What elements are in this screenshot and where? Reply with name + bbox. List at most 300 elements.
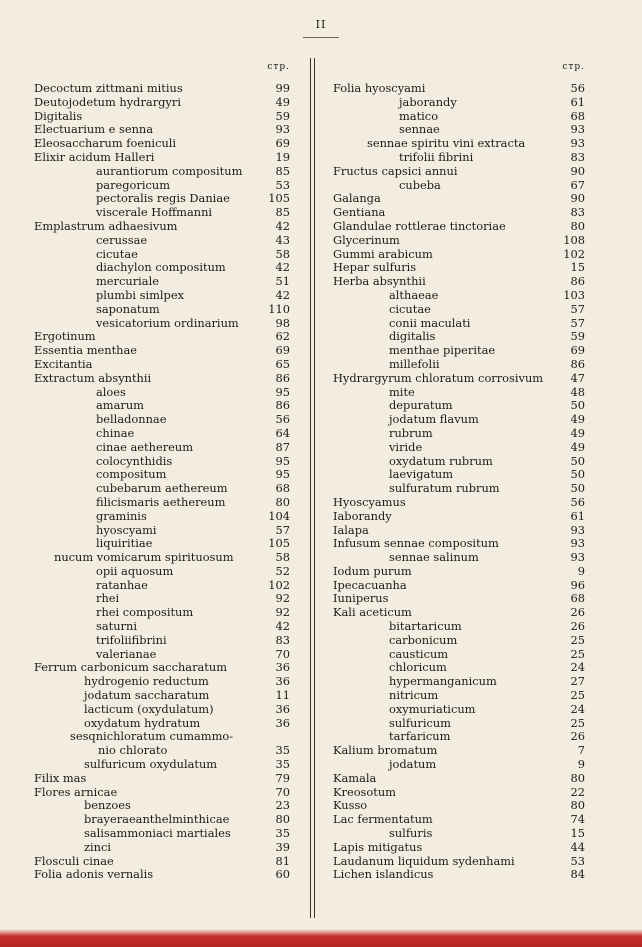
entry-term: laevigatum [389,467,454,482]
index-entry [34,689,290,703]
entry-page: 95 [275,467,290,482]
entry-term: paregoricum [96,177,171,192]
entry-page: 25 [570,688,585,703]
index-entry [333,344,585,358]
index-entry [333,634,585,648]
index-entry [333,441,585,455]
index-entry [34,634,290,648]
entry-page: 93 [570,136,585,151]
entry-page: 49 [570,412,585,427]
index-entry [333,289,585,303]
entry-page: 86 [275,370,290,385]
index-entry [34,455,290,469]
index-entry [333,827,585,841]
index-entry [333,275,585,289]
entry-term: menthae piperitae [389,343,496,358]
index-entry [34,868,290,882]
entry-page: 59 [275,108,290,123]
index-entry [34,468,290,482]
entry-page: 90 [570,163,585,178]
entry-term: Eleosaccharum foeniculi [34,136,177,151]
index-entry [34,648,290,662]
page-number: II [315,18,327,31]
entry-term: Ergotinum [34,329,96,344]
entry-term: Lac fermentatum [333,812,433,827]
entry-page: 69 [275,136,290,151]
entry-term: Hyoscyamus [333,494,406,509]
entry-page: 84 [570,867,585,882]
entry-term: matico [399,108,439,123]
entry-page: 92 [275,591,290,606]
entry-page: 42 [275,619,290,634]
index-entry [34,620,290,634]
index-entry [34,703,290,717]
index-entry [333,648,585,662]
entry-term: trifolii fibrini [399,149,474,164]
entry-term: jodatum [389,757,437,772]
entry-term: Hydrargyrum chloratum corrosivum [333,370,544,385]
index-entry [333,358,585,372]
entry-page: 35 [275,757,290,772]
index-entry [34,758,290,772]
entry-page: 42 [275,218,290,233]
index-entry [34,786,290,800]
entry-page: 93 [275,122,290,137]
entry-page: 65 [275,356,290,371]
entry-term: sulfuratum rubrum [389,481,500,496]
entry-page: 69 [570,343,585,358]
entry-page: 98 [275,315,290,330]
index-entry [34,717,290,731]
entry-page: 93 [570,522,585,537]
entry-term: Laudanum liquidum sydenhami [333,853,515,868]
entry-page: 53 [570,853,585,868]
entry-term: Iuniperus [333,591,389,606]
left-column [34,60,290,882]
index-entry [333,524,585,538]
entry-page: 19 [275,149,290,164]
entry-page: 36 [275,660,290,675]
index-entry [333,330,585,344]
entry-page: 24 [570,701,585,716]
entry-page: 70 [275,646,290,661]
entry-page: 68 [570,591,585,606]
entry-term: Gentiana [333,205,386,220]
entry-term: plumbi simlpex [96,287,185,302]
entry-term: nucum vomicarum spirituosum [54,550,234,565]
entry-term: Infusum sennae compositum [333,536,499,551]
entry-page: 74 [570,812,585,827]
index-entry [333,96,585,110]
index-entry [34,579,290,593]
index-entry [34,82,290,96]
entry-term: sennae [399,122,440,137]
index-entry [333,813,585,827]
entry-term: viride [389,439,423,454]
entry-page: 80 [275,812,290,827]
entry-term: digitalis [389,329,436,344]
entry-term: nitricum [389,688,439,703]
index-entry [34,482,290,496]
index-entry [333,510,585,524]
index-entry [333,261,585,275]
entry-page: 85 [275,163,290,178]
entry-term: jodatum saccharatum [84,688,210,703]
entry-page: 43 [275,232,290,247]
column-divider [310,58,311,918]
entry-term: sulfuricum [389,715,451,730]
entry-page: 58 [275,246,290,261]
index-entry [333,82,585,96]
entry-page: 83 [570,205,585,220]
entry-page: 11 [275,688,290,703]
entry-term: Excitantia [34,356,93,371]
entry-term: bitartaricum [389,619,462,634]
entry-term: nio chlorato [98,743,168,758]
entry-page: 7 [577,743,585,758]
index-entry [34,565,290,579]
entry-page: 53 [275,177,290,192]
entry-page: 80 [570,770,585,785]
entry-term: diachylon compositum [96,260,226,275]
entry-page: 26 [570,729,585,744]
entry-page: 49 [570,425,585,440]
entry-term: salisammoniaci martiales [84,826,231,841]
entry-term: vesicatorium ordinarium [96,315,239,330]
entry-page: 49 [570,439,585,454]
index-entry [34,524,290,538]
entry-term: Hepar sulfuris [333,260,417,275]
index-entry [333,786,585,800]
entry-term: hypermanganicum [389,674,497,689]
entry-page: 93 [570,536,585,551]
index-entry [333,799,585,813]
entry-term: chinae [96,425,135,440]
index-entry [34,192,290,206]
entry-term: Folia hyoscyami [333,81,426,95]
entry-page: 48 [570,384,585,399]
entry-page: 52 [275,563,290,578]
entry-page: 104 [268,508,290,523]
entry-page: 90 [570,191,585,206]
entry-term: oxydatum rubrum [389,453,493,468]
entry-term: Herba absynthii [333,274,426,289]
entry-page: 86 [275,398,290,413]
entry-page: 39 [275,839,290,854]
entry-term: Emplastrum adhaesivum [34,218,178,233]
index-entry [34,413,290,427]
entry-term: Ipecacuanha [333,577,407,592]
entry-page: 57 [570,301,585,316]
entry-page: 99 [275,81,290,95]
index-entry [333,606,585,620]
entry-page: 24 [570,660,585,675]
entry-term: brayeraeanthelminthicae [84,812,230,827]
page-edge [0,929,642,947]
entry-page: 50 [570,453,585,468]
index-entry [333,537,585,551]
entry-page: 95 [275,453,290,468]
entry-term: Decoctum zittmani mitius [34,81,183,95]
index-entry [34,248,290,262]
entry-term: colocynthidis [96,453,173,468]
entry-term: opii aquosum [96,563,174,578]
entry-term: cubebarum aethereum [96,481,228,496]
entry-term: Iodum purum [333,563,412,578]
entry-page: 83 [570,149,585,164]
index-entry [333,496,585,510]
entry-page: 103 [563,287,585,302]
entry-page: 23 [275,798,290,813]
entry-page: 22 [570,784,585,799]
entry-page: 86 [570,274,585,289]
entry-term: rubrum [389,425,433,440]
entry-page: 108 [563,232,585,247]
entry-page: 36 [275,674,290,689]
entry-page: 50 [570,481,585,496]
entry-page: 96 [570,577,585,592]
entry-page: 105 [268,536,290,551]
entry-page: 61 [570,508,585,523]
entry-page: 57 [570,315,585,330]
entry-page: 51 [275,274,290,289]
entry-term: althaeae [389,287,439,302]
header-ornament [303,33,339,38]
index-entry [333,689,585,703]
index-entry [34,799,290,813]
entry-term: Lapis mitigatus [333,839,423,854]
index-entry [34,744,290,758]
index-entry [34,110,290,124]
index-entry [34,317,290,331]
entry-page: 57 [275,522,290,537]
column-header: стр. [562,62,585,72]
index-entry [34,827,290,841]
index-entry [333,592,585,606]
entry-term: jaborandy [399,94,457,109]
index-entry [34,675,290,689]
entry-page: 35 [275,743,290,758]
index-entry [333,551,585,565]
entry-term: saponatum [96,301,160,316]
entry-term: Elixir acidum Halleri [34,149,155,164]
index-entry [34,96,290,110]
entry-term: Lichen islandicus [333,867,434,882]
entry-term: Kusso [333,798,368,813]
entry-page: 105 [268,191,290,206]
entry-term: sulfuricum oxydulatum [84,757,218,772]
index-entry [333,372,585,386]
entry-term: tarfaricum [389,729,451,744]
index-entry [34,303,290,317]
column-divider [314,58,315,918]
index-entry [34,441,290,455]
entry-term: millefolii [389,356,440,371]
entry-term: Kalium bromatum [333,743,438,758]
index-entry [34,592,290,606]
entry-term: Galanga [333,191,381,206]
entry-page: 64 [275,425,290,440]
entry-term: saturni [96,619,137,634]
index-entry [34,399,290,413]
entry-term: compositum [96,467,167,482]
index-entry [34,179,290,193]
entry-term: Filix mas [34,770,87,785]
entry-term: lacticum (oxydulatum) [84,701,214,716]
entry-page: 9 [577,563,585,578]
entry-term: hyoscyami [96,522,157,537]
entry-page: 56 [570,81,585,95]
entry-term: sulfuris [389,826,433,841]
entry-page: 9 [577,757,585,772]
entry-term: Kali aceticum [333,605,412,620]
index-entry [34,510,290,524]
entry-term: Folia adonis vernalis [34,867,154,882]
entry-page: 25 [570,646,585,661]
entry-page: 68 [570,108,585,123]
index-entry [333,661,585,675]
entry-page: 93 [570,550,585,565]
entry-page: 86 [570,356,585,371]
entry-term: Gummi arabicum [333,246,433,261]
index-entry [333,482,585,496]
index-entry [333,579,585,593]
index-entry [333,206,585,220]
entry-page: 25 [570,715,585,730]
entry-term: conii maculati [389,315,471,330]
entry-term: cubeba [399,177,441,192]
entry-term: mercuriale [96,274,159,289]
entry-term: Ialapa [333,522,369,537]
index-entry [333,413,585,427]
index-entry [34,813,290,827]
entry-page: 67 [570,177,585,192]
entry-page: 85 [275,205,290,220]
entry-page: 80 [570,798,585,813]
entry-page: 15 [570,260,585,275]
entry-page: 93 [570,122,585,137]
entry-term: jodatum flavum [389,412,479,427]
index-entry [333,220,585,234]
entry-term: causticum [389,646,449,661]
entry-page: 47 [570,370,585,385]
index-entry [34,206,290,220]
index-entry [333,137,585,151]
entry-page: 61 [570,94,585,109]
entry-page: 50 [570,398,585,413]
index-entry [34,330,290,344]
index-entry [34,537,290,551]
entry-page: 60 [275,867,290,882]
index-entry [333,179,585,193]
index-entry [333,717,585,731]
index-entry [34,661,290,675]
entry-term: carbonicum [389,632,458,647]
index-entry [34,386,290,400]
entry-term: Flores arnicae [34,784,118,799]
index-entry [34,165,290,179]
index-entry [34,772,290,786]
index-entry [34,261,290,275]
entry-term: oxydatum hydratum [84,715,201,730]
index-entry [333,772,585,786]
entry-term: ratanhae [96,577,148,592]
index-entry [333,468,585,482]
index-entry [333,123,585,137]
index-entry [333,110,585,124]
index-entry [333,427,585,441]
entry-page: 87 [275,439,290,454]
entry-term: Kreosotum [333,784,396,799]
entry-page: 68 [275,481,290,496]
index-entry [333,192,585,206]
index-entry [333,317,585,331]
entry-term: viscerale Hoffmanni [96,205,213,220]
entry-page: 58 [275,550,290,565]
index-entry [333,744,585,758]
entry-term: aloes [96,384,126,399]
entry-term: sennae salinum [389,550,479,565]
entry-term: Fructus capsici annui [333,163,458,178]
entry-page: 110 [268,301,290,316]
index-entry [34,855,290,869]
index-entry [34,275,290,289]
entry-page: 56 [275,412,290,427]
index-list [333,82,585,882]
entry-page: 102 [268,577,290,592]
entry-term: cicutae [389,301,431,316]
index-entry [34,123,290,137]
entry-page: 81 [275,853,290,868]
entry-page: 62 [275,329,290,344]
index-entry [333,620,585,634]
entry-page: 35 [275,826,290,841]
index-entry [333,675,585,689]
entry-term: valerianae [96,646,157,661]
entry-term: chloricum [389,660,447,675]
entry-term: Flosculi cinae [34,853,114,868]
entry-page: 44 [570,839,585,854]
entry-page: 42 [275,287,290,302]
index-entry [333,841,585,855]
entry-page: 49 [275,94,290,109]
index-entry [333,303,585,317]
entry-page: 27 [570,674,585,689]
column-header: стр. [267,62,290,72]
entry-page: 36 [275,715,290,730]
index-entry [34,730,290,744]
index-entry [333,730,585,744]
index-entry [333,165,585,179]
entry-term: Deutojodetum hydrargyri [34,94,181,109]
entry-term: zinci [84,839,112,854]
entry-term: Kamala [333,770,377,785]
entry-term: pectoralis regis Daniae [96,191,230,206]
entry-page: 26 [570,605,585,620]
index-entry [34,137,290,151]
entry-term: hydrogenio reductum [84,674,209,689]
index-entry [333,868,585,882]
index-entry [333,399,585,413]
entry-page: 69 [275,343,290,358]
index-entry [34,344,290,358]
entry-term: cinae aethereum [96,439,194,454]
entry-term: Essentia menthae [34,343,138,358]
entry-page: 36 [275,701,290,716]
entry-term: rhei [96,591,120,606]
index-entry [34,151,290,165]
entry-term: Digitalis [34,108,83,123]
